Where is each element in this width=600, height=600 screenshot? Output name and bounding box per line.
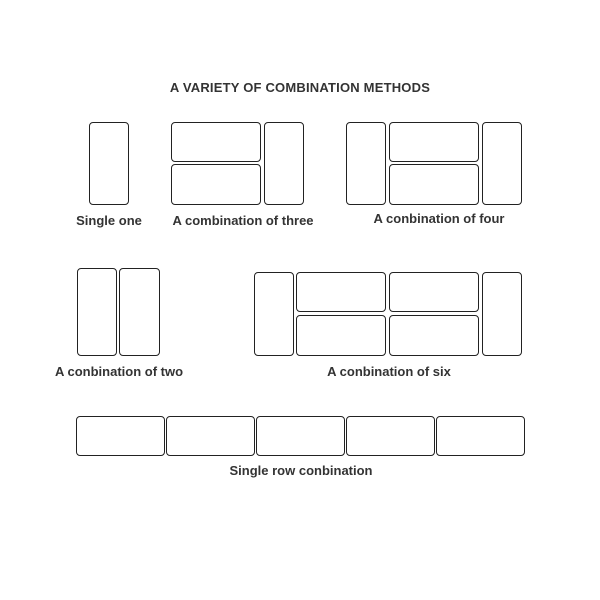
panel-vertical: [482, 122, 522, 205]
panel-vertical: [254, 272, 294, 356]
panel-horizontal: [346, 416, 435, 456]
panel-horizontal: [436, 416, 525, 456]
panel-horizontal: [389, 272, 479, 312]
panel-horizontal: [171, 122, 261, 162]
caption-three: A combination of three: [172, 213, 314, 228]
panel-horizontal: [256, 416, 345, 456]
caption-four: A conbination of four: [373, 211, 505, 226]
caption-two: A conbination of two: [54, 364, 184, 379]
panel-horizontal: [166, 416, 255, 456]
diagram-title: A VARIETY OF COMBINATION METHODS: [169, 80, 431, 95]
panel-vertical: [346, 122, 386, 205]
caption-row: Single row conbination: [229, 463, 373, 478]
panel-horizontal: [296, 315, 386, 356]
panel-vertical: [77, 268, 117, 356]
panel-vertical: [119, 268, 160, 356]
panel-horizontal: [389, 315, 479, 356]
panel-horizontal: [76, 416, 165, 456]
caption-six: A conbination of six: [327, 364, 451, 379]
panel-vertical: [264, 122, 304, 205]
panel-vertical: [482, 272, 522, 356]
panel-horizontal: [389, 164, 479, 205]
panel-horizontal: [171, 164, 261, 205]
caption-single: Single one: [76, 213, 142, 228]
panel-horizontal: [296, 272, 386, 312]
panel-horizontal: [389, 122, 479, 162]
panel-vertical: [89, 122, 129, 205]
